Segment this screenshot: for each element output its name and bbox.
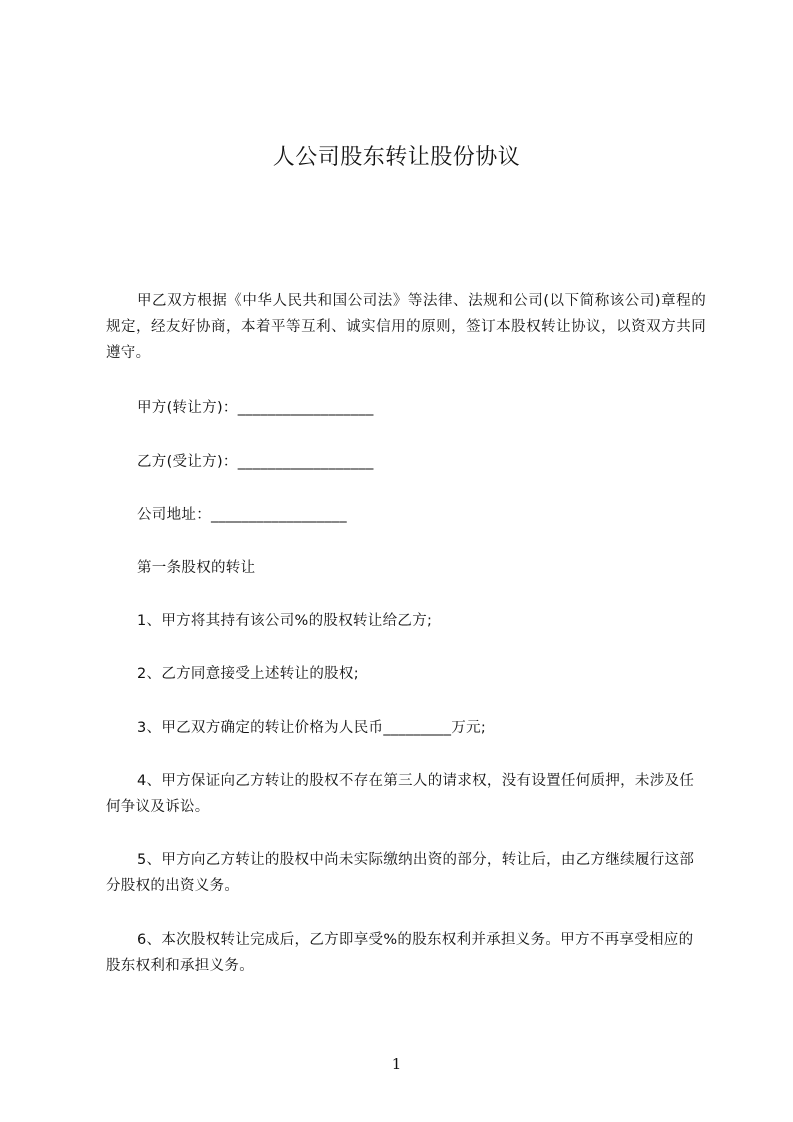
article-1-heading: 第一条股权的转让 bbox=[137, 560, 256, 576]
company-address-field: 公司地址：__________________ bbox=[137, 507, 347, 523]
clause-3: 3、甲乙双方确定的转让价格为人民币_________万元; bbox=[137, 720, 487, 736]
clause-2: 2、乙方同意接受上述转让的股权; bbox=[137, 666, 359, 682]
document-title: 人公司股东转让股份协议 bbox=[272, 145, 521, 170]
clause-4: 4、甲方保证向乙方转让的股权不存在第三人的请求权，没有设置任何质押，未涉及任何争议及诉讼。 bbox=[106, 773, 695, 815]
clause-6: 6、本次股权转让完成后，乙方即享受%的股东权利并承担义务。甲方不再享受相应的股东权利和承担义务。 bbox=[106, 932, 694, 974]
intro-paragraph: 甲乙双方根据《中华人民共和国公司法》等法律、法规和公司(以下简称该公司)章程的规定，经友好协商，本着平等互利、诚实信用的原则，签订本股权转让协议，以资双方共同遵守。 bbox=[106, 293, 706, 361]
clause-1: 1、甲方将其持有该公司%的股权转让给乙方; bbox=[137, 613, 433, 629]
clause-5: 5、甲方向乙方转让的股权中尚未实际缴纳出资的部分，转让后，由乙方继续履行这部分股权的出资义务。 bbox=[106, 852, 695, 894]
page-number: 1 bbox=[391, 1055, 402, 1073]
party-b-field: 乙方(受让方)：__________________ bbox=[137, 454, 374, 470]
party-a-field: 甲方(转让方)：__________________ bbox=[137, 400, 374, 416]
